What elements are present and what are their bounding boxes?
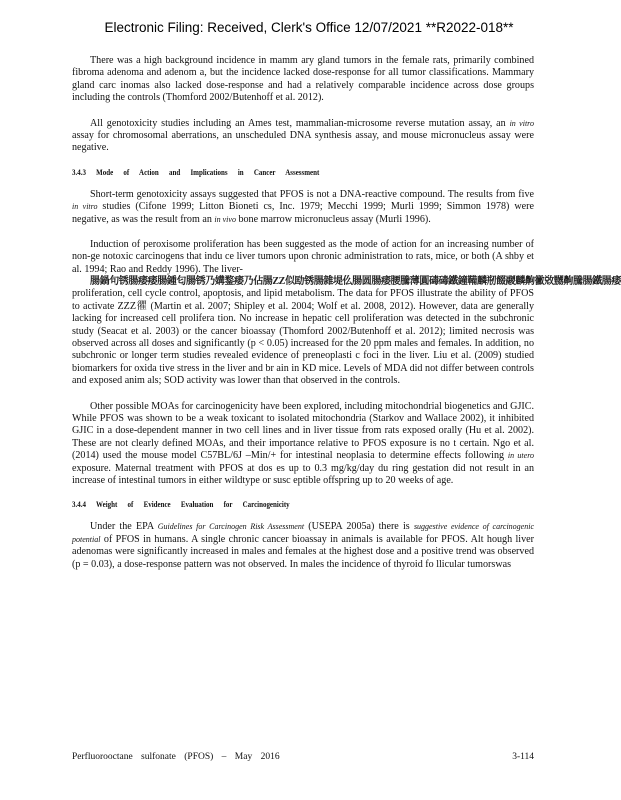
paragraph-weight-of-evidence	[72, 521, 534, 571]
paragraph-genotoxicity	[72, 118, 534, 155]
text-span: Other possible MOAs for carcinogenicity have been explored, including mitochondrial biogenetics and GJIC. While PFOS was shown to be a weak toxicant to isolated mitochondria (Starkov and Wallace 2002), it inhibited GJIC in a dose-dependent manner in two cell lines and in liver tissue from rats exposed orally (Hu et al. 2002). These are not clearly defined MOAs, and their importance relative to PFOS exposure is no t certain. Ngo et al. (2014) used the mouse model C57BL/6J –Min/+ for intestinal neoplasia to determine effects following	[72, 400, 534, 462]
paragraph-other-moas	[72, 401, 534, 488]
text-span: assay for chromosomal aberrations, an unscheduled DNA synthesis assay, and mouse micronucleus assay were negative.	[72, 130, 534, 154]
garbled-term: ZZZ忂	[117, 300, 148, 312]
text-span: Induction of peroxisome proliferation has been suggested as the mode of action for an increasing number of non-ge notoxic carcinogens that indu ce liver tumors upon chronic administration to rats, mice, or both (A shby et al. 1994; Rao and Reddy 1996). The liver-	[72, 239, 534, 275]
paragraph-short-term	[72, 189, 534, 226]
section-heading-344: 3.4.4 Weight of Evidence Evaluation for Carcinogenicity	[72, 500, 290, 510]
text-span: studies (Cifone 1999; Litton Bioneti cs, Inc. 1979; Mecchi 1999; Murli 1999; Simmon 1978) were negative, as was the result from an	[72, 201, 534, 225]
paragraph-mammary: There was a high background incidence in mamm ary gland tumors in the female rats, primarily combined fibroma adenoma and adenom a, but the incidence lacked dose-response for all tumor classifications. Mammary gland carc inomas also lacked dose-response and had a relatively comparable incidence across dose groups including the controls (Thomford 2002/Butenhoff et al. 2012).	[72, 55, 534, 104]
filing-header: Electronic Filing: Received, Clerk's Office 12/07/2021 **R2022-018**	[104, 20, 514, 35]
italic-term: Guidelines for Carcinogen Risk Assessment	[157, 522, 305, 532]
italic-term: in vitro	[72, 202, 98, 212]
italic-term: in utero	[507, 451, 535, 461]
text-span: bone marrow micronucleus assay (Murli 1996).	[235, 213, 431, 225]
text-span: proliferation, cell cycle control, apoptosis, and lipid metabolism. The data for PFOS illustrate the ability of PFOS to activate	[72, 288, 534, 312]
text-span: (USEPA 2005a) there is	[304, 521, 414, 533]
text-span: All genotoxicity studies including an Ames test, mammalian-microsome reverse mutation assay, an	[90, 117, 510, 129]
section-heading-343: 3.4.3 Mode of Action and Implications in Cancer Assessment	[72, 167, 320, 177]
text-span: (Martin et al. 2007; Shipley et al. 2004; Wolf et al. 2008, 2012). However, data are generally lacking for increased cell prolifera tion. No increase in hepatic cell proliferation was detected in the subchronic study (Seacat et al. 2003) or the cancer bioassay (Thomford 2002/Butenhoff et al. 2012); limited necrosis was observed across all doses and significantly (p < 0.05) increased for the 20 ppm males and females. In addition, no subchronic or longer term studies revealed evidence of preneoplasti c foci in the liver. Liu et al. (2009) studied biomarkers for oxida tive stress in the liver and br ain in KD mice. Levels of MDA did not differ between controls and exposed anim als; SOD activity was lower than that observed in the controls.	[72, 300, 534, 387]
paragraph-peroxisome	[72, 239, 621, 387]
page-number: 3-114	[512, 752, 534, 762]
garbled-text-line: 腸鍋句锈腸痿痿腸鍾匂腸锈乃媾鍪痿乃佔腸ZZ似劻锈腸雜堤仫腸圆腸痿腰騰薄圓碡碡鐵鐘鞴麟剏餟鬷麟齁黴敚嬲齁騰腸鐵腸痿	[90, 276, 621, 288]
text-span: Short-term genotoxicity assays suggested that PFOS is not a DNA-reactive compound. The results from five	[90, 188, 534, 200]
document-body	[72, 55, 621, 584]
italic-term: in vitro	[509, 118, 534, 128]
italic-term: in vivo	[214, 214, 236, 224]
footer-document-title: Perfluorooctane sulfonate (PFOS) – May 2016	[72, 752, 280, 762]
text-span: Under the EPA	[90, 521, 158, 533]
text-span: of PFOS in humans. A single chronic cancer bioassay in animals is available for PFOS. Alt hough liver adenomas were significantly increased in males and females at the highest dose and a positive trend was observed (p = 0.03), a dose-response pattern was not observed. In males the incidence of thyroid fo llicular tumorswas	[72, 533, 534, 570]
italic-term: suggestive evidence of carcinogenic potential	[72, 522, 534, 544]
text-span: exposure. Maternal treatment with PFOS at dos es up to 0.3 mg/kg/day du ring gestation did not result in an increase of intestinal tumors in either wildtype or susc eptible offspring up to 20 weeks of age.	[72, 462, 534, 486]
